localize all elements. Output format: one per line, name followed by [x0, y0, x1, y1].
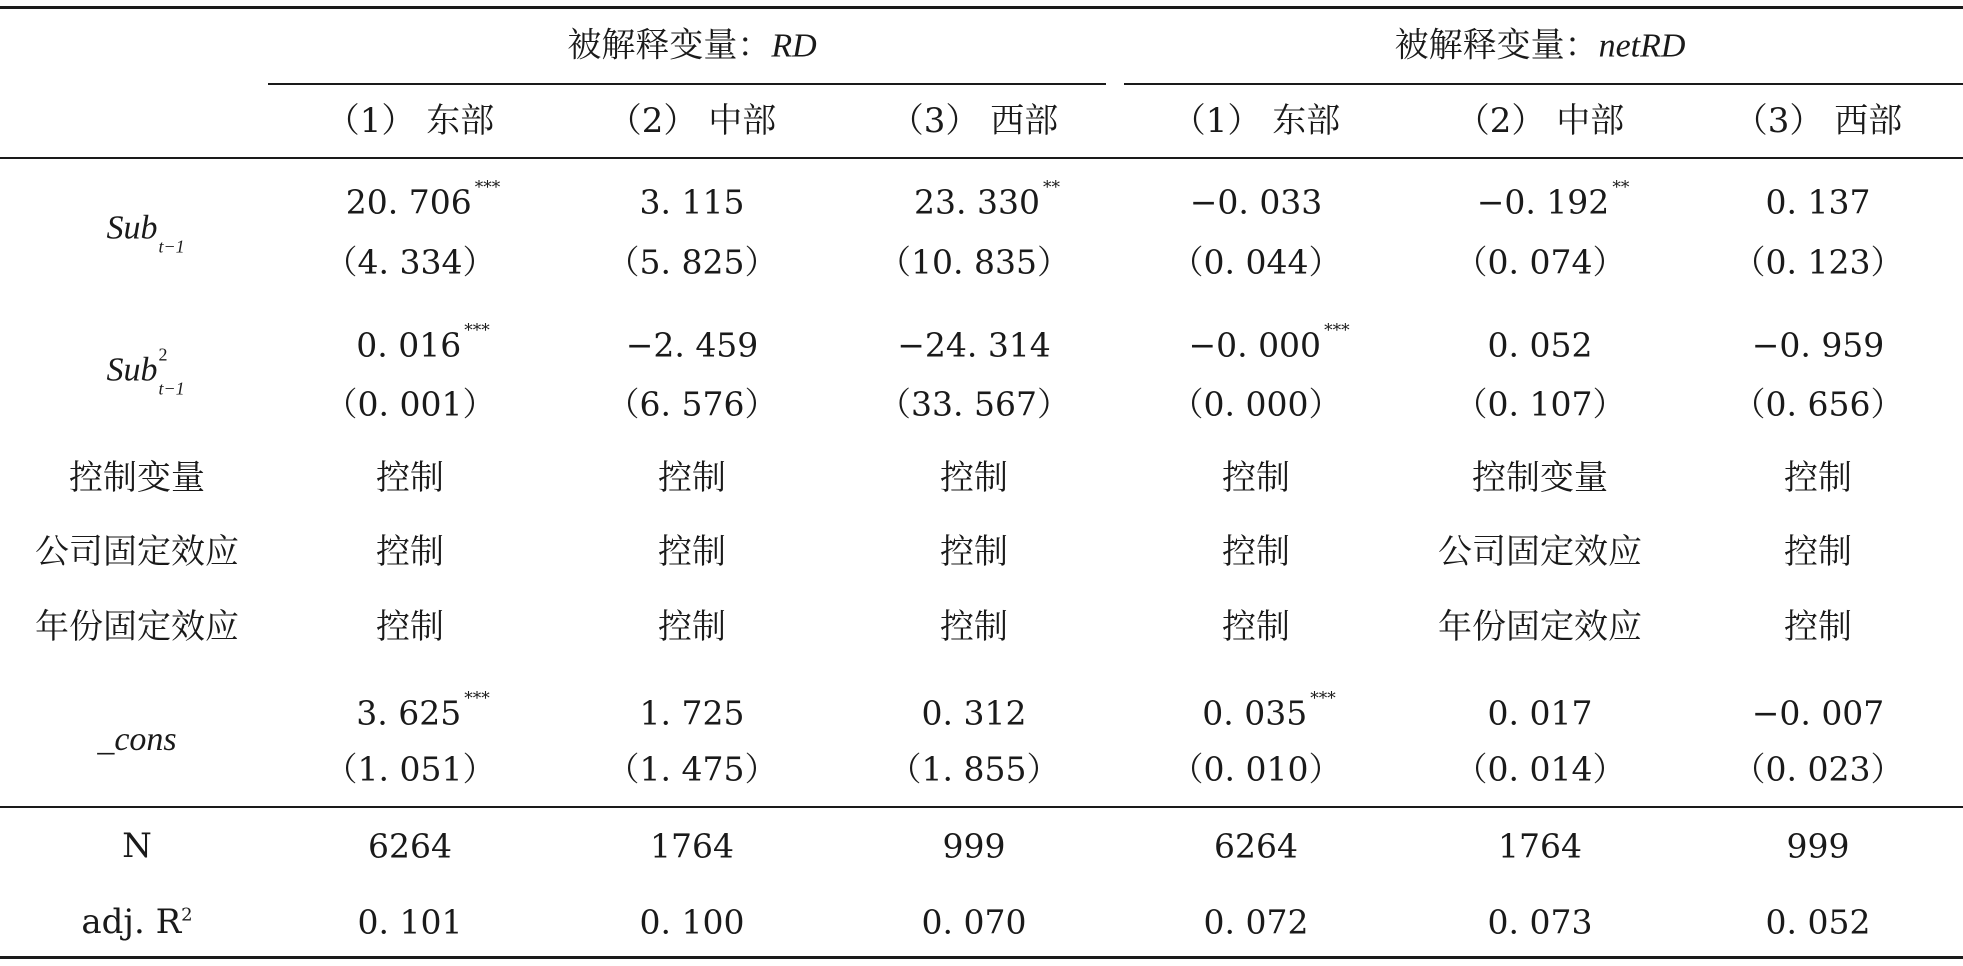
value-cell: [1222, 458, 1290, 498]
value-cell: [1498, 826, 1582, 866]
bottom-rule: [0, 956, 1963, 959]
sub2-label-subscript: t−1: [158, 378, 185, 399]
value-cell-text: 1764: [650, 826, 734, 866]
value-cell: [940, 458, 1008, 498]
value-cell: [1203, 902, 1309, 942]
coef-cell: [1751, 325, 1885, 365]
row-label-year-fe: 年份固定效应: [35, 607, 239, 647]
value-cell-text: 控制: [1222, 458, 1290, 498]
value-cell-text: 控制: [1784, 458, 1852, 498]
row-label-firm-fe: 公司固定效应: [35, 532, 239, 572]
value-cell-text: 6264: [1214, 826, 1298, 866]
group-rd-header: [567, 25, 817, 66]
coef-cell: [1189, 182, 1323, 222]
value-cell-text: 0. 072: [1203, 902, 1309, 942]
value-cell: [1438, 607, 1642, 647]
value-cell: [376, 458, 444, 498]
value-cell-text: 公司固定效应: [1438, 532, 1642, 572]
coef-cell: [1487, 325, 1593, 365]
value-cell: [940, 607, 1008, 647]
value-cell: [1784, 532, 1852, 572]
value-cell: [1472, 458, 1608, 498]
group-netrd-underline: [1124, 83, 1963, 85]
coef-cell: [914, 177, 1060, 222]
value-cell-text: 控制: [1784, 607, 1852, 647]
se-cell: [606, 749, 778, 789]
value-cell: [1765, 902, 1871, 942]
se-cell-text: （0. 023）: [1732, 749, 1904, 789]
se-cell-text: （6. 576）: [606, 384, 778, 424]
value-cell: [368, 826, 452, 866]
se-cell: [324, 384, 496, 424]
value-cell-text: 控制: [1784, 532, 1852, 572]
coef-cell-text: 3. 625: [356, 693, 462, 733]
row-label-adjr2: [81, 902, 193, 942]
coef-cell-text: 0. 035: [1202, 693, 1308, 733]
row-label-n: N: [122, 826, 152, 866]
col-header: （3） 西部: [1733, 101, 1903, 141]
coef-cell: [345, 177, 501, 222]
value-cell-text: 控制: [940, 458, 1008, 498]
col-header: （3） 西部: [889, 101, 1059, 141]
se-cell: [1732, 749, 1904, 789]
se-cell-text: （1. 855）: [888, 749, 1060, 789]
value-cell: [1222, 532, 1290, 572]
value-cell-text: 控制: [376, 607, 444, 647]
coef-cell-text: 0. 052: [1487, 325, 1593, 365]
row-label-sub2: [106, 344, 185, 399]
value-cell-text: 控制: [658, 458, 726, 498]
se-cell-text: （0. 014）: [1454, 749, 1626, 789]
significance-stars: ***: [464, 320, 490, 341]
coef-cell-text: −2. 459: [625, 325, 759, 365]
group-rd-label: 被解释变量：: [567, 25, 772, 66]
coef-cell-text: −0. 192: [1476, 182, 1610, 222]
col-header: （2） 中部: [607, 101, 777, 141]
se-cell: [606, 384, 778, 424]
se-cell: [324, 242, 496, 282]
value-cell-text: 控制: [1222, 532, 1290, 572]
coef-cell-text: −0. 959: [1751, 325, 1885, 365]
group-netrd-header: [1394, 25, 1686, 66]
value-cell-text: 999: [1786, 826, 1850, 866]
value-cell: [658, 458, 726, 498]
se-cell-text: （5. 825）: [606, 242, 778, 282]
value-cell-text: 控制: [376, 532, 444, 572]
top-rule: [0, 6, 1963, 9]
se-cell: [1732, 384, 1904, 424]
se-cell: [1170, 384, 1342, 424]
significance-stars: ***: [1324, 320, 1350, 341]
row-label-sub: [106, 209, 185, 257]
value-cell: [1438, 532, 1642, 572]
value-cell: [921, 902, 1027, 942]
coef-cell: [356, 320, 490, 365]
body-bottom-rule: [0, 806, 1963, 808]
value-cell-text: 控制: [1222, 607, 1290, 647]
se-cell: [1454, 749, 1626, 789]
coef-cell-text: −0. 000: [1188, 325, 1322, 365]
significance-stars: ***: [1310, 688, 1336, 709]
coef-cell: [1487, 693, 1593, 733]
se-cell-text: （1. 475）: [606, 749, 778, 789]
coef-cell-text: 0. 016: [356, 325, 462, 365]
value-cell-text: 0. 101: [357, 902, 463, 942]
coef-cell: [356, 688, 490, 733]
coef-cell: [639, 693, 745, 733]
value-cell-text: 0. 070: [921, 902, 1027, 942]
value-cell: [650, 826, 734, 866]
adjr2-label-superscript: 2: [181, 904, 193, 926]
value-cell-text: 0. 073: [1487, 902, 1593, 942]
se-cell: [1170, 242, 1342, 282]
value-cell: [1786, 826, 1850, 866]
se-cell-text: （0. 656）: [1732, 384, 1904, 424]
value-cell: [639, 902, 745, 942]
coef-cell: [1765, 182, 1871, 222]
se-cell: [324, 749, 496, 789]
coef-cell-text: 3. 115: [639, 182, 745, 222]
group-rd-var: RD: [771, 27, 817, 65]
value-cell: [1784, 458, 1852, 498]
se-cell-text: （1. 051）: [324, 749, 496, 789]
coef-cell-text: 0. 017: [1487, 693, 1593, 733]
value-cell-text: 控制变量: [1472, 458, 1608, 498]
group-netrd-var: netRD: [1598, 27, 1686, 65]
value-cell: [376, 607, 444, 647]
se-cell-text: （0. 123）: [1732, 242, 1904, 282]
se-cell: [878, 384, 1070, 424]
sub2-label-base: Sub: [106, 351, 158, 389]
sub2-label-superscript: 2: [158, 344, 168, 365]
group-netrd-label: 被解释变量：: [1394, 25, 1599, 66]
coef-cell-text: 23. 330: [914, 182, 1040, 222]
se-cell-text: （0. 001）: [324, 384, 496, 424]
value-cell: [1487, 902, 1593, 942]
value-cell: [658, 607, 726, 647]
row-label-cons: _cons: [97, 721, 177, 758]
se-cell-text: （0. 010）: [1170, 749, 1342, 789]
coef-cell: [1188, 320, 1350, 365]
value-cell: [942, 826, 1006, 866]
sub-label-subscript: t−1: [158, 236, 185, 257]
value-cell-text: 1764: [1498, 826, 1582, 866]
coef-cell: [1476, 177, 1630, 222]
value-cell: [1784, 607, 1852, 647]
se-cell-text: （0. 000）: [1170, 384, 1342, 424]
coef-cell: [639, 182, 745, 222]
value-cell-text: 999: [942, 826, 1006, 866]
significance-stars: **: [1612, 177, 1630, 198]
row-label-controls: 控制变量: [69, 458, 205, 498]
coef-cell: [897, 325, 1051, 365]
coef-cell-text: 0. 312: [921, 693, 1027, 733]
se-cell: [1732, 242, 1904, 282]
coef-cell-text: 1. 725: [639, 693, 745, 733]
value-cell-text: 0. 052: [1765, 902, 1871, 942]
value-cell-text: 年份固定效应: [1438, 607, 1642, 647]
value-cell: [1222, 607, 1290, 647]
col-header: （1） 东部: [1171, 101, 1341, 141]
significance-stars: **: [1042, 177, 1060, 198]
value-cell: [1214, 826, 1298, 866]
value-cell-text: 控制: [376, 458, 444, 498]
se-cell-text: （33. 567）: [878, 384, 1070, 424]
se-cell: [1170, 749, 1342, 789]
coef-cell-text: −24. 314: [897, 325, 1051, 365]
coef-cell-text: −0. 007: [1751, 693, 1885, 733]
group-rd-underline: [268, 83, 1106, 85]
coef-cell: [1202, 688, 1336, 733]
se-cell-text: （0. 044）: [1170, 242, 1342, 282]
sub-label-base: Sub: [106, 209, 158, 247]
col-header: （2） 中部: [1455, 101, 1625, 141]
se-cell: [888, 749, 1060, 789]
value-cell: [357, 902, 463, 942]
coef-cell-text: −0. 033: [1189, 182, 1323, 222]
significance-stars: ***: [474, 177, 501, 198]
value-cell-text: 6264: [368, 826, 452, 866]
coef-cell: [1751, 693, 1885, 733]
se-cell-text: （10. 835）: [878, 242, 1070, 282]
adjr2-label-base: adj. R: [81, 902, 182, 942]
value-cell-text: 控制: [940, 532, 1008, 572]
coef-cell-text: 20. 706: [345, 182, 472, 222]
value-cell: [940, 532, 1008, 572]
se-cell: [1454, 384, 1626, 424]
se-cell: [1454, 242, 1626, 282]
significance-stars: ***: [464, 688, 490, 709]
se-cell-text: （4. 334）: [324, 242, 496, 282]
value-cell-text: 控制: [658, 532, 726, 572]
se-cell-text: （0. 107）: [1454, 384, 1626, 424]
se-cell: [606, 242, 778, 282]
se-cell-text: （0. 074）: [1454, 242, 1626, 282]
header-bottom-rule: [0, 157, 1963, 159]
value-cell-text: 控制: [940, 607, 1008, 647]
coef-cell: [625, 325, 759, 365]
value-cell: [658, 532, 726, 572]
se-cell: [878, 242, 1070, 282]
col-header: （1） 东部: [325, 101, 495, 141]
coef-cell: [921, 693, 1027, 733]
value-cell: [376, 532, 444, 572]
coef-cell-text: 0. 137: [1765, 182, 1871, 222]
value-cell-text: 控制: [658, 607, 726, 647]
value-cell-text: 0. 100: [639, 902, 745, 942]
